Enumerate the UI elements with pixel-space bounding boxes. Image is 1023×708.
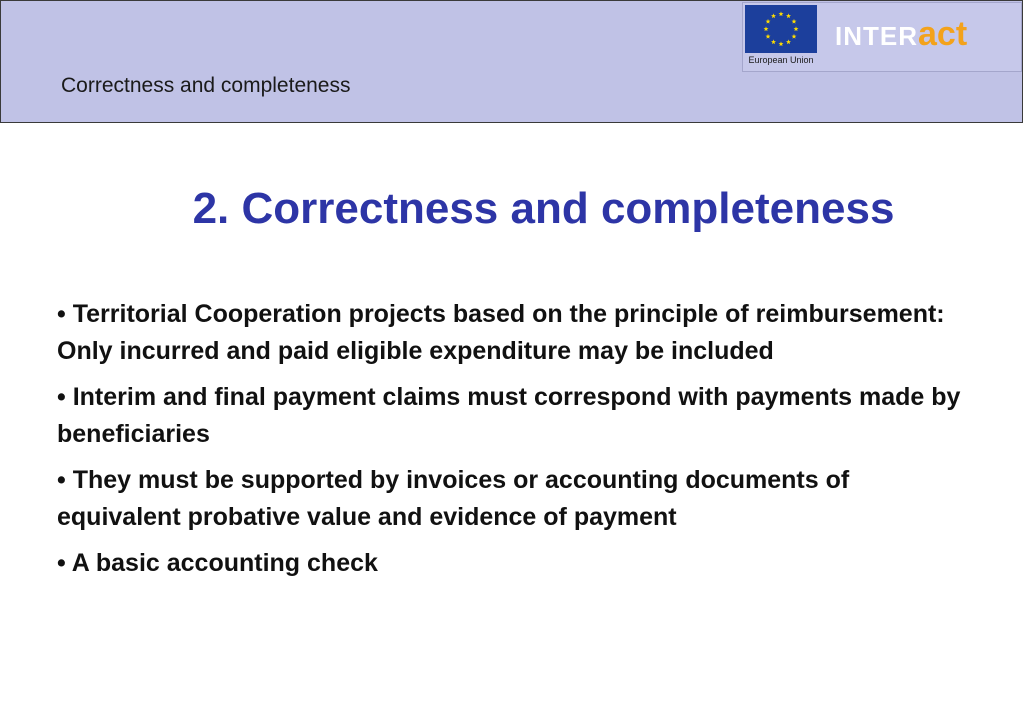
bullet-text: A basic accounting check: [71, 549, 378, 577]
eu-star-icon: [771, 39, 776, 44]
eu-label: European Union: [748, 55, 814, 65]
interact-logo: [742, 2, 1022, 72]
eu-star-icon: [764, 26, 769, 31]
bullet-item: [57, 379, 977, 453]
eu-star-icon: [794, 26, 799, 31]
eu-star-icon: [792, 34, 797, 39]
bullet-text: Territorial Cooperation projects based on the principle of reimbursement: Only incurred and paid eligible expenditure may be included: [57, 300, 945, 365]
brand-act: act: [918, 15, 968, 53]
bullet-mark: •: [57, 466, 66, 494]
bullet-mark: •: [57, 549, 66, 577]
eu-star-icon: [771, 13, 776, 18]
bullet-item: [57, 296, 977, 370]
page-title: 2. Correctness and completeness: [192, 184, 895, 233]
eu-flag-icon: [745, 5, 817, 53]
bullet-item: [57, 462, 977, 536]
bullet-item: [57, 545, 977, 582]
bullet-text: They must be supported by invoices or accounting documents of equivalent probative value and evidence of payment: [57, 466, 850, 531]
eu-star-icon: [779, 41, 784, 46]
eu-stars-icon: [745, 5, 817, 53]
header-title: Correctness and completeness: [61, 74, 351, 97]
eu-star-icon: [779, 11, 784, 16]
brand-wordmark: [835, 17, 967, 51]
eu-star-icon: [786, 13, 791, 18]
bullet-text: Interim and final payment claims must correspond with payments made by beneficiaries: [57, 383, 961, 448]
brand-inter: INTER: [835, 21, 918, 51]
bullet-mark: •: [57, 300, 66, 328]
eu-star-icon: [766, 19, 771, 24]
eu-star-icon: [766, 34, 771, 39]
bullet-list: [57, 296, 977, 591]
eu-star-icon: [786, 39, 791, 44]
eu-star-icon: [792, 19, 797, 24]
bullet-mark: •: [57, 383, 66, 411]
